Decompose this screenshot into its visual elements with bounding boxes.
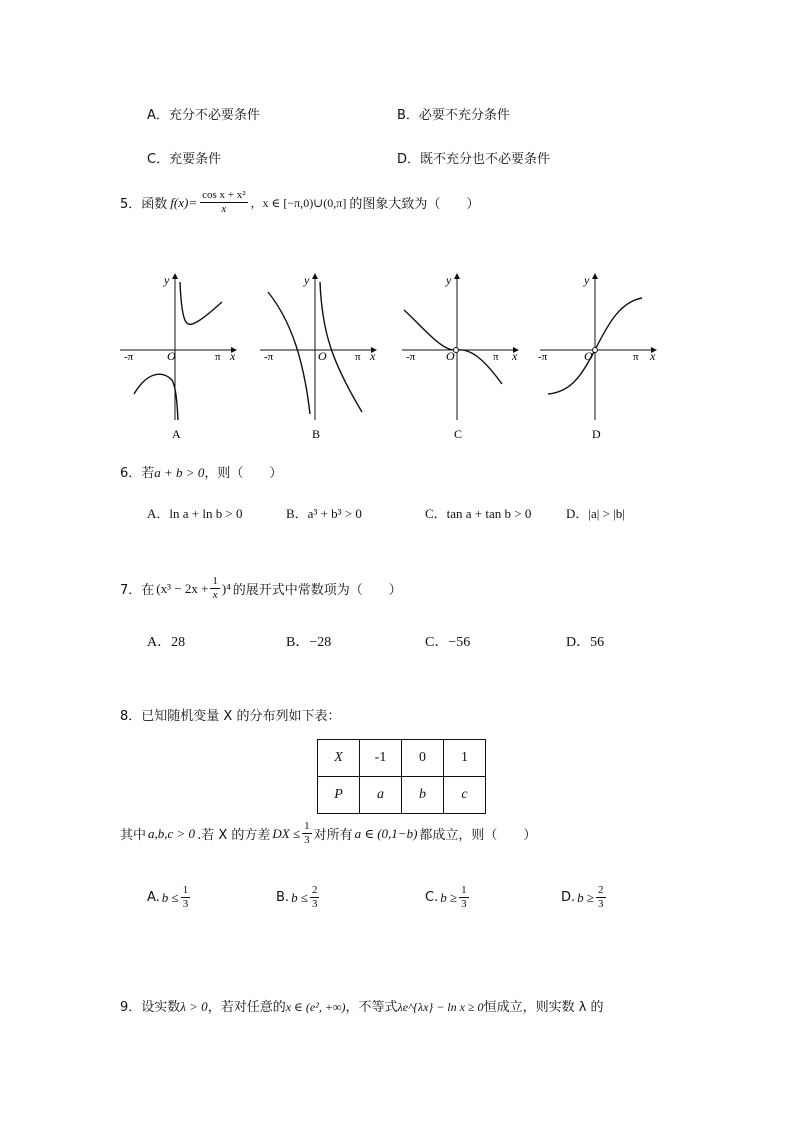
- q8-option-b-math: b ≤: [291, 889, 308, 905]
- q8-option-b-denominator: 3: [311, 898, 318, 910]
- graph-d-y-label: y: [584, 273, 590, 287]
- graph-c-curve: [404, 310, 502, 384]
- table-cell: b: [402, 777, 444, 814]
- graph-c-y-label: y: [446, 273, 452, 287]
- q8-option-a: [147, 884, 190, 911]
- q6-option-a: A．ln a + ln b > 0: [147, 506, 243, 521]
- q7-option-d: D．56: [566, 635, 605, 650]
- graph-b-x-label: x: [370, 349, 376, 363]
- q8-cond-variance: .若 X 的方差: [197, 828, 271, 843]
- graph-c-left-tick: -π: [406, 351, 416, 363]
- q6-stem-start: 6．若: [120, 466, 155, 481]
- graph-b-origin: O: [318, 349, 327, 363]
- q5-denominator: x: [221, 203, 227, 215]
- q5-fx: f(x)=: [170, 194, 198, 210]
- q5-graphs: [112, 262, 672, 442]
- q8-stem: 8．已知随机变量 X 的分布列如下表：: [120, 709, 341, 724]
- graph-b: [260, 273, 376, 441]
- q8-option-a-fraction: [181, 884, 191, 911]
- q5-domain: ，x ∈ [−π,0)∪(0,π]: [250, 196, 347, 210]
- q8-option-b: [276, 884, 319, 911]
- graph-b-curve-right: [320, 282, 362, 412]
- q8-option-d-numerator: 2: [598, 884, 604, 896]
- q8-option-b-letter: B.: [276, 890, 290, 905]
- graph-d: [538, 273, 656, 441]
- q8-option-a-letter: A.: [147, 890, 160, 905]
- q7-option-a: A．28: [147, 635, 186, 650]
- q4-option-a: A．充分不必要条件: [147, 108, 260, 123]
- q8-option-d: [561, 884, 606, 911]
- q8-option-a-math: b ≤: [161, 889, 179, 905]
- table-cell: -1: [360, 740, 402, 777]
- q8-condition: [120, 820, 536, 847]
- q7-expr-left: (x³ − 2x +: [156, 580, 209, 596]
- q8-dx-denominator: 3: [304, 834, 310, 846]
- q8-cond-end: 都成立，则（ ）: [419, 828, 537, 843]
- graph-b-right-tick: π: [355, 351, 361, 363]
- graph-d-x-label: x: [650, 349, 656, 363]
- q7-frac-numerator: 1: [212, 575, 218, 587]
- q5-number: 5．函数: [120, 197, 168, 212]
- q7-expr-right: )⁴: [221, 580, 231, 596]
- q8-option-c-math: b ≥: [440, 889, 458, 905]
- q8-option-b-numerator: 2: [311, 884, 318, 896]
- q8-option-d-denominator: 3: [598, 898, 604, 910]
- graph-a-x-label: x: [230, 349, 236, 363]
- q8-option-d-fraction: [596, 884, 606, 911]
- q8-option-c-denominator: 3: [461, 898, 467, 910]
- q5-numerator: cos x + x²: [202, 189, 246, 201]
- table-cell: P: [318, 777, 360, 814]
- q9-inequality: λe^{λx} − ln x ≥ 0: [397, 1000, 484, 1014]
- graph-c-x-label: x: [512, 349, 518, 363]
- q6-option-c: C．tan a + tan b > 0: [425, 506, 532, 521]
- q9-stem-start: 9．设实数: [120, 1000, 181, 1015]
- graph-b-curve-left: [268, 292, 310, 414]
- table-cell: 0: [402, 740, 444, 777]
- table-cell: a: [360, 777, 402, 814]
- q8-dx-fraction: [302, 820, 312, 847]
- graph-c-label: C: [454, 427, 463, 441]
- graph-d-hole: [593, 348, 598, 353]
- table-cell: X: [318, 740, 360, 777]
- table-row: [318, 740, 486, 777]
- q8-option-a-numerator: 1: [182, 884, 189, 896]
- graph-a-left-tick: -π: [124, 351, 134, 363]
- q7-fraction: [210, 575, 220, 602]
- q8-option-c-letter: C.: [425, 890, 439, 905]
- q6-option-d: D．|a| > |b|: [566, 506, 625, 521]
- q8-option-d-letter: D.: [561, 890, 576, 905]
- q7-frac-denominator: x: [212, 589, 218, 601]
- q8-dx-numerator: 1: [304, 820, 310, 832]
- graph-a-origin: O: [167, 349, 176, 363]
- table-cell: c: [444, 777, 486, 814]
- graph-b-y-label: y: [304, 273, 310, 287]
- graph-d-left-tick: -π: [538, 351, 548, 363]
- q6-stem-end: ，则（ ）: [204, 466, 283, 481]
- graph-d-origin: O: [584, 349, 593, 363]
- graph-a-curve-right: [180, 282, 222, 324]
- q5-stem: [120, 189, 479, 216]
- q7-stem-start: 7．在: [120, 583, 155, 598]
- q9-x-range: x ∈ (e², +∞): [285, 1000, 346, 1014]
- q8-option-c-fraction: [459, 884, 469, 911]
- q9-lambda: λ > 0: [180, 999, 208, 1014]
- q8-range: a ∈ (0,1−b): [354, 825, 418, 841]
- q8-cond-start: 其中: [120, 828, 147, 843]
- graph-c-origin: O: [446, 349, 455, 363]
- q9-stem-ineq: ，不等式: [345, 1000, 398, 1015]
- q8-option-c-numerator: 1: [461, 884, 467, 896]
- graph-a-curve-left: [134, 374, 178, 420]
- distribution-table: [317, 739, 486, 814]
- q8-dx: DX ≤: [272, 825, 301, 841]
- q5-fraction: [200, 189, 247, 216]
- q4-option-d: D．既不充分也不必要条件: [397, 152, 551, 167]
- q9-stem: [120, 996, 604, 1015]
- q9-stem-any: ，若对任意的: [207, 1000, 286, 1015]
- graph-b-left-tick: -π: [264, 351, 274, 363]
- q8-option-d-math: b ≥: [577, 889, 595, 905]
- q4-option-b: B．必要不充分条件: [397, 108, 510, 123]
- q8-cond-math: a,b,c > 0: [148, 825, 196, 841]
- q7-stem: [120, 575, 402, 602]
- q6-option-b: B．a³ + b³ > 0: [286, 506, 362, 521]
- graph-a-right-tick: π: [215, 351, 221, 363]
- q8-option-b-fraction: [310, 884, 320, 911]
- q5-tail: 的图象大致为（ ）: [349, 197, 480, 212]
- q6-stem-math: a + b > 0: [154, 465, 205, 480]
- graph-d-right-tick: π: [633, 351, 639, 363]
- graph-a-y-label: y: [164, 273, 170, 287]
- graph-c: [402, 273, 518, 441]
- q9-stem-end: 恒成立，则实数 λ 的: [483, 1000, 604, 1015]
- q7-option-b: B．−28: [286, 635, 332, 650]
- graph-b-label: B: [312, 427, 321, 441]
- graph-a: [120, 273, 236, 441]
- q8-cond-all: 对所有: [313, 828, 353, 843]
- graph-c-right-tick: π: [493, 351, 499, 363]
- table-cell: 1: [444, 740, 486, 777]
- q7-option-c: C．−56: [425, 635, 471, 650]
- graph-a-label: A: [172, 427, 181, 441]
- table-row: [318, 777, 486, 814]
- q4-option-c: C．充要条件: [147, 152, 222, 167]
- q8-option-c: [425, 884, 469, 911]
- q7-stem-end: 的展开式中常数项为（ ）: [232, 583, 402, 598]
- q6-stem: [120, 462, 282, 481]
- graph-d-label: D: [592, 427, 601, 441]
- q8-option-a-denominator: 3: [182, 898, 189, 910]
